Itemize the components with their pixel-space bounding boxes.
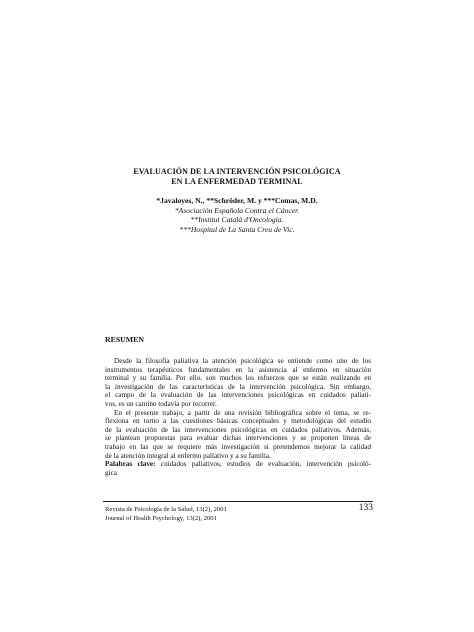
abstract-line: el campo de la evaluación de las intervenciones psicológicas en cuidados paliati-: [105, 391, 371, 400]
abstract-line: terminal y su familia. Por ello, son muchos los esfuerzos que se están realizando en: [105, 374, 371, 383]
title-line-1: EVALUACIÓN DE LA INTERVENCIÓN PSICOLÓGICA: [133, 167, 341, 176]
footer-divider: [103, 501, 373, 502]
affiliation-1: *Asociación Española Contra el Cáncer.: [174, 205, 300, 215]
abstract-line: trabajo en las que se requiere más investigación si pretendemos mejorar la calidad: [105, 442, 371, 451]
abstract-line: de la atención integral al enfermo paliativo y a su familia.: [105, 451, 271, 460]
affiliation-3: ***Hospital de La Santa Creu de Vic.: [179, 224, 295, 234]
abstract-line: se plantean propuestas para evaluar dichas intervenciones y se proponen líneas de: [105, 434, 371, 443]
abstract-body: [105, 357, 371, 477]
abstract-line: En el presente trabajo, a partir de una revisión bibliográfica sobre el tema, se re-: [114, 408, 371, 417]
author-list: *Javaloyes, N., **Schröder, M. y ***Comas, M.D.: [156, 196, 318, 205]
abstract-line: instrumentos terapéuticos fundamentales en la asistencia al enfermo en situación: [105, 365, 371, 374]
journal-english: Journal of Health Psychology, 13(2), 2001: [105, 515, 217, 522]
footer-citation: [105, 505, 227, 523]
abstract-line: Desde la filosofía paliativa la atención psicológica se entiende como uno de los: [114, 357, 371, 365]
journal-spanish: Revista de Psicología de la Salud, 13(2), 2001: [105, 506, 227, 513]
title-line-2: EN LA ENFERMEDAD TERMINAL: [171, 176, 303, 186]
page-number: 133: [358, 503, 373, 513]
keywords-text: cuidados paliativos, estudios de evaluación, intervención psicoló-: [155, 460, 371, 469]
authors-section: [100, 196, 374, 234]
keywords-label: Palabras clave:: [105, 460, 156, 469]
abstract-line: flexiona en torno a las cuestiones básicas conceptuales y metodológicas del estudio: [105, 417, 371, 426]
abstract-line: la investigación de las características de la intervención psicológica. Sin embargo,: [105, 382, 371, 391]
abstract-line: vos, es un camino todavía por recorrer.: [105, 399, 217, 408]
abstract-line: de la evaluación de las intervenciones psicológicas en cuidados paliativos. Además,: [105, 425, 371, 434]
affiliation-2: **Institut Català d'Oncologia.: [190, 215, 284, 224]
keywords-line: [105, 460, 371, 469]
article-title: [100, 167, 374, 186]
keywords-line-continued: gica: [105, 468, 117, 477]
abstract-heading: RESUMEN: [105, 335, 144, 344]
